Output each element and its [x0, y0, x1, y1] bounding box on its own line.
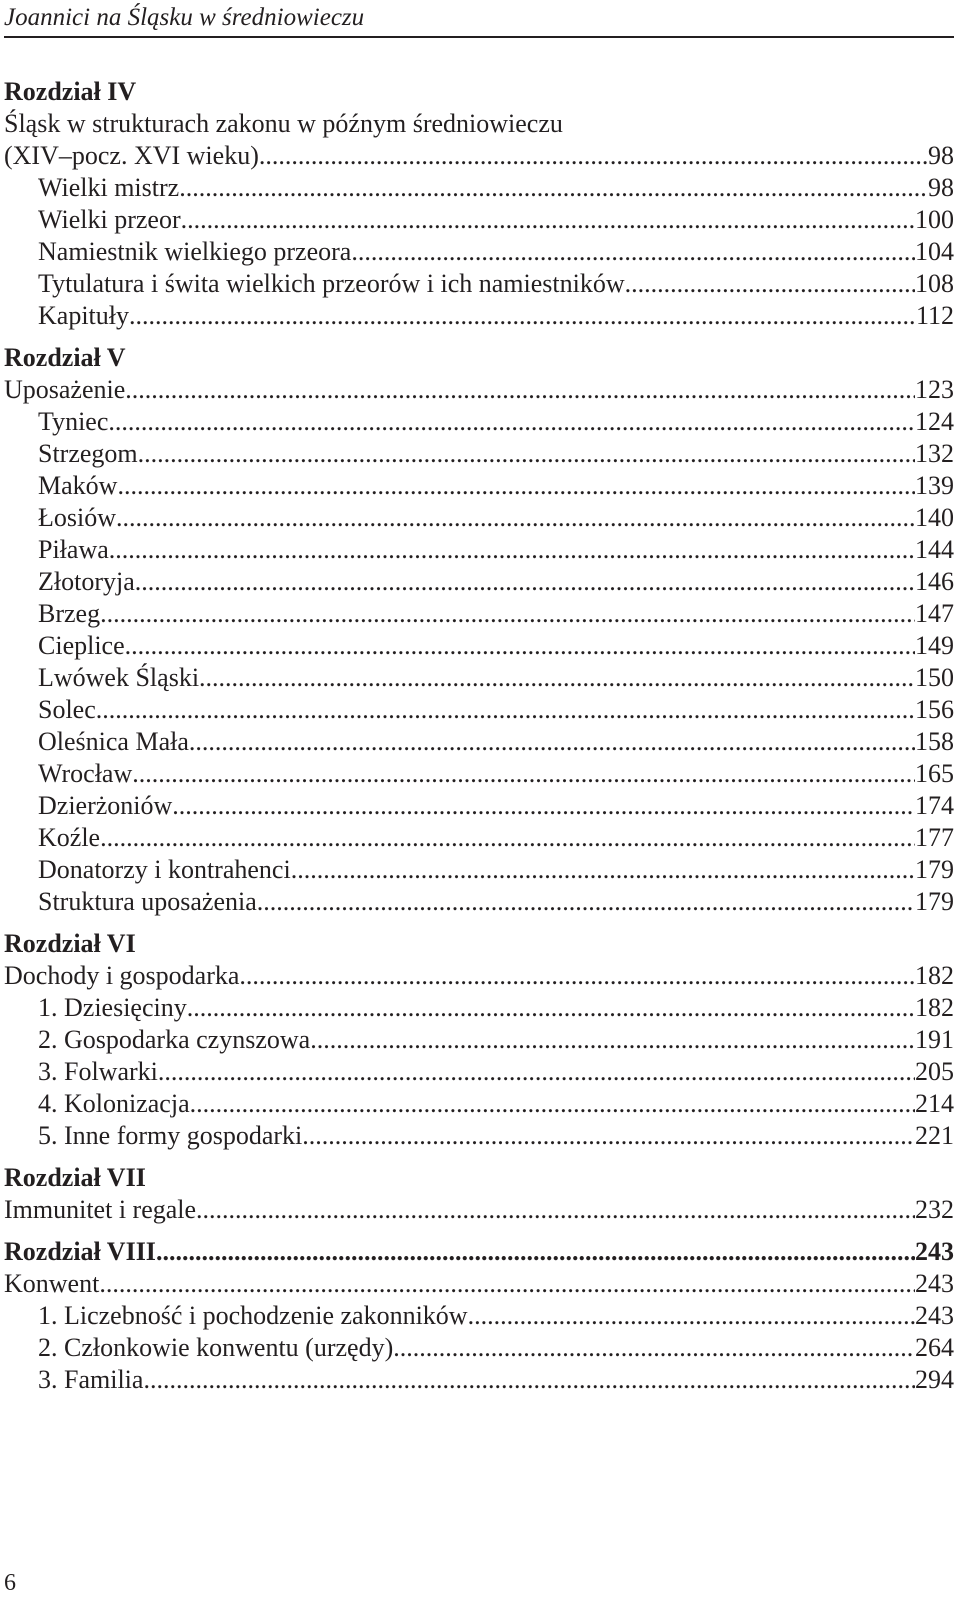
entry-page: 149: [915, 631, 954, 660]
entry-title: 1. Liczebność i pochodzenie zakonników: [38, 1301, 468, 1330]
entry-page: 243: [915, 1301, 954, 1330]
toc-entry[interactable]: [0, 1364, 954, 1396]
entry-title: Uposażenie: [4, 375, 126, 404]
dot-leader: [108, 406, 915, 438]
entry-page: 112: [915, 301, 954, 330]
entry-title: Lwówek Śląski: [38, 663, 200, 692]
toc-entry[interactable]: [0, 726, 954, 758]
chapter-heading: Rozdział IV: [4, 77, 137, 106]
toc-entry[interactable]: [0, 172, 954, 204]
dot-leader: [100, 598, 915, 630]
toc-entry[interactable]: [0, 1268, 954, 1300]
entry-page: 191: [915, 1025, 954, 1054]
chapter-4: [0, 76, 960, 332]
entry-page: 174: [915, 791, 954, 820]
entry-title: 2. Członkowie konwentu (urzędy): [38, 1333, 394, 1362]
entry-title: Dzierżoniów: [38, 791, 173, 820]
entry-page: 221: [915, 1121, 954, 1150]
dot-leader: [138, 438, 915, 470]
entry-title: Brzeg: [38, 599, 101, 628]
toc-entry[interactable]: [0, 960, 954, 992]
entry-title: Łosiów: [38, 503, 116, 532]
toc-entry[interactable]: [0, 204, 954, 236]
dot-leader: [109, 534, 915, 566]
header-rule: [4, 36, 954, 38]
dot-leader: [132, 758, 915, 790]
dot-leader: [117, 470, 915, 502]
toc-entry[interactable]: [0, 300, 954, 332]
dot-leader: [100, 822, 915, 854]
dot-leader: [125, 374, 915, 406]
toc-entry[interactable]: [0, 694, 954, 726]
chapter-8: [0, 1236, 960, 1396]
entry-page: 147: [915, 599, 954, 628]
entry-title: Kapituły: [38, 301, 129, 330]
entry-page: 205: [915, 1057, 954, 1086]
dot-leader: [129, 300, 916, 332]
entry-title: Cieplice: [38, 631, 125, 660]
entry-page: 294: [915, 1365, 954, 1394]
toc-entry[interactable]: [0, 534, 954, 566]
toc-entry[interactable]: [0, 1236, 954, 1268]
dot-leader: [96, 694, 915, 726]
dot-leader: [351, 236, 915, 268]
entry-page: 98: [928, 141, 954, 170]
entry-page: 264: [915, 1333, 954, 1362]
entry-title: 3. Familia: [38, 1365, 144, 1394]
entry-page: 139: [915, 471, 954, 500]
entry-title: Koźle: [38, 823, 101, 852]
toc-entry[interactable]: [0, 790, 954, 822]
dot-leader: [190, 1088, 915, 1120]
dot-leader: [259, 140, 928, 172]
entry-page: 132: [915, 439, 954, 468]
chapter-heading: Rozdział V: [4, 343, 126, 372]
entry-page: 98: [928, 173, 954, 202]
dot-leader: [196, 1194, 915, 1226]
toc-entry[interactable]: [0, 822, 954, 854]
entry-page: 124: [915, 407, 954, 436]
entry-title: Immunitet i regale: [4, 1195, 197, 1224]
toc-entry[interactable]: [0, 1194, 954, 1226]
entry-title: Donatorzy i kontrahenci: [38, 855, 291, 884]
toc-entry[interactable]: [0, 992, 954, 1024]
entry-page: 156: [915, 695, 954, 724]
entry-page: 146: [915, 567, 954, 596]
dot-leader: [187, 992, 915, 1024]
dot-leader: [135, 566, 915, 598]
toc-entry[interactable]: [0, 1024, 954, 1056]
dot-leader: [257, 886, 915, 918]
toc-entry[interactable]: [0, 886, 954, 918]
toc-entry[interactable]: [0, 438, 954, 470]
entry-page: 179: [915, 887, 954, 916]
chapter-6: [0, 928, 960, 1152]
entry-title: Solec: [38, 695, 96, 724]
toc-entry[interactable]: [0, 140, 954, 172]
entry-page: 182: [915, 961, 954, 990]
dot-leader: [179, 172, 928, 204]
dot-leader: [393, 1332, 915, 1364]
entry-page: 100: [915, 205, 954, 234]
toc-entry[interactable]: [0, 1120, 954, 1152]
entry-title: 3. Folwarki: [38, 1057, 158, 1086]
entry-page: 165: [915, 759, 954, 788]
toc-entry[interactable]: [0, 630, 954, 662]
entry-title: Maków: [38, 471, 118, 500]
entry-title: Struktura uposażenia: [38, 887, 257, 916]
entry-page: 158: [915, 727, 954, 756]
entry-title: Tytulatura i świta wielkich przeorów i ich namiestników: [38, 269, 625, 298]
dot-leader: [99, 1268, 915, 1300]
entry-title: Tyniec: [38, 407, 109, 436]
dot-leader: [189, 726, 915, 758]
entry-page: 243: [915, 1237, 954, 1266]
dot-leader: [158, 1056, 915, 1088]
toc-entry[interactable]: [0, 854, 954, 886]
entry-title: Śląsk w strukturach zakonu w późnym średniowieczu: [4, 109, 563, 138]
chapter-heading: Rozdział VII: [4, 1163, 146, 1192]
dot-leader: [310, 1024, 915, 1056]
toc-entry[interactable]: [0, 268, 954, 300]
chapter-heading: Rozdział VIII: [4, 1237, 156, 1266]
entry-title: Piława: [38, 535, 109, 564]
toc-entry[interactable]: [0, 598, 954, 630]
running-head: Joannici na Śląsku w średniowieczu: [4, 4, 365, 31]
dot-leader: [239, 960, 915, 992]
entry-page: 108: [915, 269, 954, 298]
dot-leader: [199, 662, 915, 694]
entry-page: 104: [915, 237, 954, 266]
entry-title: Wrocław: [38, 759, 133, 788]
entry-title: 5. Inne formy gospodarki: [38, 1121, 303, 1150]
entry-page: 179: [915, 855, 954, 884]
chapter-7: [0, 1162, 960, 1226]
entry-title: Dochody i gospodarka: [4, 961, 240, 990]
entry-page: 182: [915, 993, 954, 1022]
dot-leader: [143, 1364, 915, 1396]
toc-entry[interactable]: [0, 374, 954, 406]
dot-leader: [116, 502, 915, 534]
entry-page: 214: [915, 1089, 954, 1118]
entry-page: 232: [915, 1195, 954, 1224]
entry-title: 1. Dziesięciny: [38, 993, 187, 1022]
dot-leader: [302, 1120, 915, 1152]
dot-leader: [625, 268, 915, 300]
entry-title: (XIV–pocz. XVI wieku): [4, 141, 259, 170]
entry-title: Wielki mistrz: [38, 173, 180, 202]
toc-entry[interactable]: [0, 502, 954, 534]
entry-title: 2. Gospodarka czynszowa: [38, 1025, 311, 1054]
chapter-title-line: [0, 108, 954, 140]
dot-leader: [172, 790, 915, 822]
entry-title: Konwent: [4, 1269, 100, 1298]
entry-title: Wielki przeor: [38, 205, 181, 234]
entry-page: 123: [915, 375, 954, 404]
table-of-contents: [0, 76, 960, 1406]
entry-page: 177: [915, 823, 954, 852]
toc-entry[interactable]: [0, 1332, 954, 1364]
toc-entry[interactable]: [0, 1056, 954, 1088]
toc-entry[interactable]: [0, 1088, 954, 1120]
entry-title: Złotoryja: [38, 567, 135, 596]
toc-entry[interactable]: [0, 758, 954, 790]
dot-leader: [468, 1300, 915, 1332]
entry-page: 150: [915, 663, 954, 692]
dot-leader: [156, 1236, 915, 1268]
toc-entry[interactable]: [0, 662, 954, 694]
toc-entry[interactable]: [0, 236, 954, 268]
entry-page: 140: [915, 503, 954, 532]
dot-leader: [181, 204, 915, 236]
entry-page: 144: [915, 535, 954, 564]
toc-entry[interactable]: [0, 1300, 954, 1332]
toc-entry[interactable]: [0, 566, 954, 598]
entry-title: Strzegom: [38, 439, 138, 468]
toc-entry[interactable]: [0, 470, 954, 502]
dot-leader: [291, 854, 915, 886]
entry-title: 4. Kolonizacja: [38, 1089, 190, 1118]
chapter-5: [0, 342, 960, 918]
entry-title: Oleśnica Mała: [38, 727, 189, 756]
page-number: 6: [4, 1570, 16, 1596]
entry-title: Namiestnik wielkiego przeora: [38, 237, 352, 266]
chapter-heading: Rozdział VI: [4, 929, 136, 958]
dot-leader: [125, 630, 915, 662]
toc-entry[interactable]: [0, 406, 954, 438]
entry-page: 243: [915, 1269, 954, 1298]
